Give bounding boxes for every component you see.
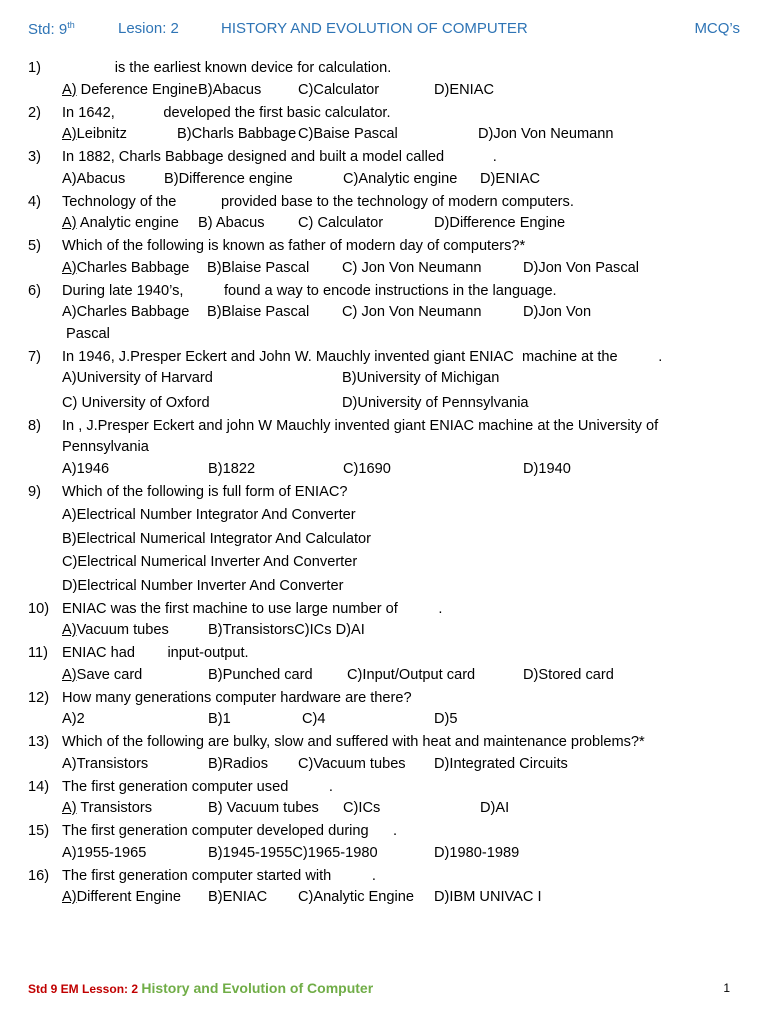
question-text: How many generations computer hardware are there? bbox=[62, 689, 412, 706]
option-text: B)Punched card bbox=[208, 666, 313, 683]
option-text: D)ENIAC bbox=[480, 170, 540, 187]
option-text: Save card bbox=[76, 666, 143, 683]
option-text: D)Integrated Circuits bbox=[434, 755, 568, 772]
answer-option bbox=[208, 843, 378, 865]
question-item bbox=[28, 416, 748, 481]
option-letter: A) bbox=[62, 126, 77, 142]
option-text: Leibnitz bbox=[76, 126, 127, 142]
option-text: B) Vacuum tubes bbox=[208, 800, 319, 816]
option-row bbox=[62, 665, 748, 687]
option-text: C)Input/Output card bbox=[347, 666, 476, 683]
question-number: 11) bbox=[28, 645, 49, 661]
question-number: 5) bbox=[28, 238, 41, 254]
option-text: D)AI bbox=[480, 800, 510, 816]
option-letter: A) bbox=[62, 81, 77, 98]
answer-option bbox=[62, 80, 197, 102]
option-row bbox=[62, 124, 748, 146]
question-text: In 1642, developed the first basic calculator. bbox=[62, 104, 391, 121]
question-text: During late 1940’s, found a way to encode instructions in the language. bbox=[62, 282, 557, 299]
answer-option bbox=[523, 459, 571, 481]
question-text: is the earliest known device for calculation. bbox=[62, 60, 392, 76]
option-text: C) University of Oxford bbox=[62, 394, 210, 411]
option-text: A)University of Harvard bbox=[62, 370, 213, 386]
answer-option bbox=[480, 169, 540, 191]
option-text: Analytic engine bbox=[76, 215, 179, 231]
question-text: Which of the following are bulky, slow and suffered with heat and maintenance problems?* bbox=[62, 734, 645, 750]
option-letter: A) bbox=[62, 622, 77, 638]
option-letter: A) bbox=[62, 215, 77, 231]
option-letter: A) bbox=[62, 800, 77, 816]
option-text: C)Calculator bbox=[298, 81, 380, 98]
answer-option bbox=[62, 213, 179, 235]
answer-option bbox=[207, 302, 309, 324]
option-text: D)Stored card bbox=[523, 666, 614, 683]
option-text: D)Jon Von bbox=[523, 304, 592, 320]
question-number: 10) bbox=[28, 600, 50, 617]
page-footer bbox=[28, 978, 740, 998]
question-number: 14) bbox=[28, 778, 50, 795]
option-letter: A) bbox=[62, 666, 77, 683]
answer-option bbox=[298, 887, 414, 909]
option-row bbox=[62, 80, 748, 102]
question-number: 6) bbox=[28, 282, 41, 299]
option-text: A)Transistors bbox=[62, 755, 149, 772]
option-text: B)Blaise Pascal bbox=[207, 304, 310, 320]
answer-option bbox=[523, 258, 639, 280]
question-text: Technology of the provided base to the technology of modern computers. bbox=[62, 193, 574, 210]
answer-option bbox=[177, 124, 296, 146]
question-number: 3) bbox=[28, 149, 41, 165]
question-number: 1) bbox=[28, 60, 41, 76]
answer-option bbox=[298, 80, 379, 102]
answer-option bbox=[164, 169, 293, 191]
option-row bbox=[62, 709, 748, 731]
answer-option bbox=[208, 620, 365, 642]
question-item bbox=[28, 192, 748, 235]
option-row bbox=[62, 620, 748, 642]
option-text: B)ENIAC bbox=[208, 889, 268, 905]
option-text: C)Vacuum tubes bbox=[298, 755, 406, 772]
option-text: C) Jon Von Neumann bbox=[342, 304, 482, 320]
question-number: 9) bbox=[28, 483, 41, 500]
answer-option bbox=[62, 258, 189, 280]
option-text: A)1955-1965 bbox=[62, 844, 147, 861]
header-lesson: Lesion: 2 bbox=[118, 20, 179, 37]
answer-option bbox=[342, 258, 482, 280]
answer-option bbox=[434, 709, 458, 731]
question-item bbox=[28, 236, 748, 279]
answer-option bbox=[523, 302, 591, 324]
option-continuation: Pascal bbox=[62, 325, 110, 342]
option-text: D)University of Pennsylvania bbox=[342, 394, 529, 411]
answer-option bbox=[342, 302, 482, 324]
option-text: B)Blaise Pascal bbox=[207, 259, 310, 276]
question-number: 12) bbox=[28, 689, 50, 706]
option-row bbox=[62, 368, 748, 390]
option-text: Charles Babbage bbox=[76, 259, 190, 276]
question-item bbox=[28, 599, 748, 642]
option-row bbox=[62, 887, 748, 909]
answer-option bbox=[208, 709, 231, 731]
answer-option bbox=[298, 213, 383, 235]
answer-option: D)Electrical Number Inverter And Converter bbox=[62, 577, 344, 594]
option-text: D)1940 bbox=[523, 460, 571, 477]
answer-option bbox=[62, 302, 189, 324]
answer-option bbox=[62, 169, 125, 191]
question-text: The first generation computer used . bbox=[62, 778, 333, 795]
answer-option bbox=[208, 665, 313, 687]
option-text: B)Radios bbox=[208, 755, 269, 772]
option-row bbox=[62, 258, 748, 280]
answer-option bbox=[62, 665, 142, 687]
option-text: D)1980-1989 bbox=[434, 844, 520, 861]
page-header bbox=[28, 18, 740, 42]
option-text: A)1946 bbox=[62, 460, 110, 477]
option-row bbox=[62, 302, 748, 324]
header-title: HISTORY AND EVOLUTION OF COMPUTER bbox=[221, 20, 528, 37]
answer-option bbox=[343, 169, 457, 191]
question-number: 7) bbox=[28, 348, 41, 365]
answer-option bbox=[342, 368, 499, 390]
answer-option bbox=[343, 459, 391, 481]
answer-option bbox=[62, 798, 152, 820]
option-text: B)University of Michigan bbox=[342, 370, 500, 386]
question-number: 8) bbox=[28, 417, 41, 434]
question-item bbox=[28, 58, 748, 101]
answer-option bbox=[523, 665, 614, 687]
answer-option bbox=[62, 843, 146, 865]
answer-option bbox=[208, 459, 255, 481]
answer-option bbox=[208, 887, 267, 909]
question-text: In 1946, J.Presper Eckert and John W. Mauchly invented giant ENIAC machine at the . bbox=[62, 348, 663, 365]
option-text: D)Difference Engine bbox=[434, 215, 566, 231]
answer-option bbox=[62, 368, 213, 390]
answer-option bbox=[198, 213, 265, 235]
question-number: 4) bbox=[28, 193, 41, 210]
answer-option bbox=[478, 124, 613, 146]
answer-option bbox=[62, 124, 127, 146]
question-item bbox=[28, 777, 748, 820]
option-text: B)Charls Babbage bbox=[177, 126, 297, 142]
option-row bbox=[62, 169, 748, 191]
answer-option bbox=[342, 393, 529, 415]
answer-option bbox=[208, 754, 268, 776]
option-row bbox=[62, 459, 748, 481]
answer-option bbox=[298, 754, 406, 776]
question-number: 16) bbox=[28, 867, 50, 884]
answer-option bbox=[343, 798, 380, 820]
question-text: ENIAC was the first machine to use large number of . bbox=[62, 600, 443, 617]
answer-option bbox=[434, 80, 494, 102]
option-text: D)5 bbox=[434, 711, 458, 727]
answer-option bbox=[62, 754, 148, 776]
option-text: D)Jon Von Pascal bbox=[523, 259, 640, 276]
question-number: 15) bbox=[28, 823, 50, 839]
option-text: D)IBM UNIVAC I bbox=[434, 889, 542, 905]
question-item bbox=[28, 821, 748, 864]
question-item bbox=[28, 732, 748, 775]
answer-option bbox=[62, 887, 181, 909]
option-text: Deference Engine bbox=[76, 81, 198, 98]
option-letter: A) bbox=[62, 259, 77, 276]
answer-option bbox=[198, 80, 261, 102]
header-mcq: MCQ’s bbox=[694, 20, 740, 37]
question-text: In 1882, Charls Babbage designed and built a model called . bbox=[62, 149, 497, 165]
option-text: C)Baise Pascal bbox=[298, 126, 398, 142]
question-item bbox=[28, 688, 748, 731]
option-text: B) Abacus bbox=[198, 215, 265, 231]
option-text: A)Abacus bbox=[62, 170, 126, 187]
question-item bbox=[28, 347, 748, 415]
option-text: C)ICs bbox=[343, 800, 381, 816]
answer-option: A)Electrical Number Integrator And Converter bbox=[62, 507, 360, 523]
answer-option bbox=[62, 709, 85, 731]
option-text: C)4 bbox=[302, 711, 326, 727]
question-text: Which of the following is full form of ENIAC? bbox=[62, 483, 348, 500]
answer-option bbox=[434, 843, 519, 865]
question-item bbox=[28, 866, 748, 909]
answer-option bbox=[434, 887, 542, 909]
question-item bbox=[28, 281, 748, 346]
option-text: A)2 bbox=[62, 711, 85, 727]
question-text: The first generation computer started with . bbox=[62, 867, 376, 884]
option-text: C)Analytic Engine bbox=[298, 889, 414, 905]
option-text: Transistors bbox=[76, 800, 153, 816]
answer-option bbox=[62, 620, 169, 642]
question-text: ENIAC had input-output. bbox=[62, 645, 249, 661]
option-text: B)1 bbox=[208, 711, 231, 727]
answer-option bbox=[434, 754, 568, 776]
option-text: C) Calculator bbox=[298, 215, 384, 231]
option-text: B)Difference engine bbox=[164, 170, 293, 187]
page-number: 1 bbox=[723, 981, 730, 995]
question-item bbox=[28, 147, 748, 190]
option-text: D)ENIAC bbox=[434, 81, 494, 98]
option-row bbox=[62, 754, 748, 776]
answer-option bbox=[347, 665, 475, 687]
option-row bbox=[62, 393, 748, 415]
answer-option bbox=[480, 798, 509, 820]
answer-option bbox=[208, 798, 319, 820]
option-row bbox=[62, 798, 748, 820]
answer-option bbox=[298, 124, 398, 146]
question-number: 2) bbox=[28, 104, 41, 121]
question-number: 13) bbox=[28, 734, 50, 750]
answer-option bbox=[62, 459, 109, 481]
header-std: Std: 9th bbox=[28, 20, 75, 38]
answer-option: B)Electrical Numerical Integrator And Calculator bbox=[62, 530, 372, 547]
question-list bbox=[28, 58, 748, 910]
option-text: C)1690 bbox=[343, 460, 391, 477]
option-row bbox=[62, 843, 748, 865]
question-text: The first generation computer developed during . bbox=[62, 823, 398, 839]
footer-title: Std 9 EM Lesson: 2 History and Evolution of Computer bbox=[28, 980, 374, 996]
option-text: C) Jon Von Neumann bbox=[342, 259, 482, 276]
question-text: In , J.Presper Eckert and john W Mauchly invented giant ENIAC machine at the University of Pennsylvania bbox=[62, 417, 659, 455]
option-text: Vacuum tubes bbox=[76, 622, 169, 638]
option-row bbox=[62, 213, 748, 235]
answer-option bbox=[207, 258, 309, 280]
answer-option: C)Electrical Numerical Inverter And Converter bbox=[62, 554, 358, 570]
answer-option bbox=[434, 213, 565, 235]
question-item bbox=[28, 103, 748, 146]
option-text: B)Abacus bbox=[198, 81, 262, 98]
option-letter: A) bbox=[62, 889, 77, 905]
question-text: Which of the following is known as father of modern day of computers?* bbox=[62, 238, 526, 254]
option-text: Different Engine bbox=[76, 889, 181, 905]
option-text: B)1822 bbox=[208, 460, 256, 477]
option-text: C)Analytic engine bbox=[343, 170, 458, 187]
question-item bbox=[28, 482, 748, 598]
answer-option bbox=[302, 709, 326, 731]
answer-option bbox=[62, 393, 210, 415]
option-text: B)1945-1955C)1965-1980 bbox=[208, 844, 378, 861]
option-text: D)Jon Von Neumann bbox=[478, 126, 614, 142]
question-item bbox=[28, 643, 748, 686]
option-text: B)TransistorsC)ICs D)AI bbox=[208, 622, 365, 638]
option-text: A)Charles Babbage bbox=[62, 304, 190, 320]
